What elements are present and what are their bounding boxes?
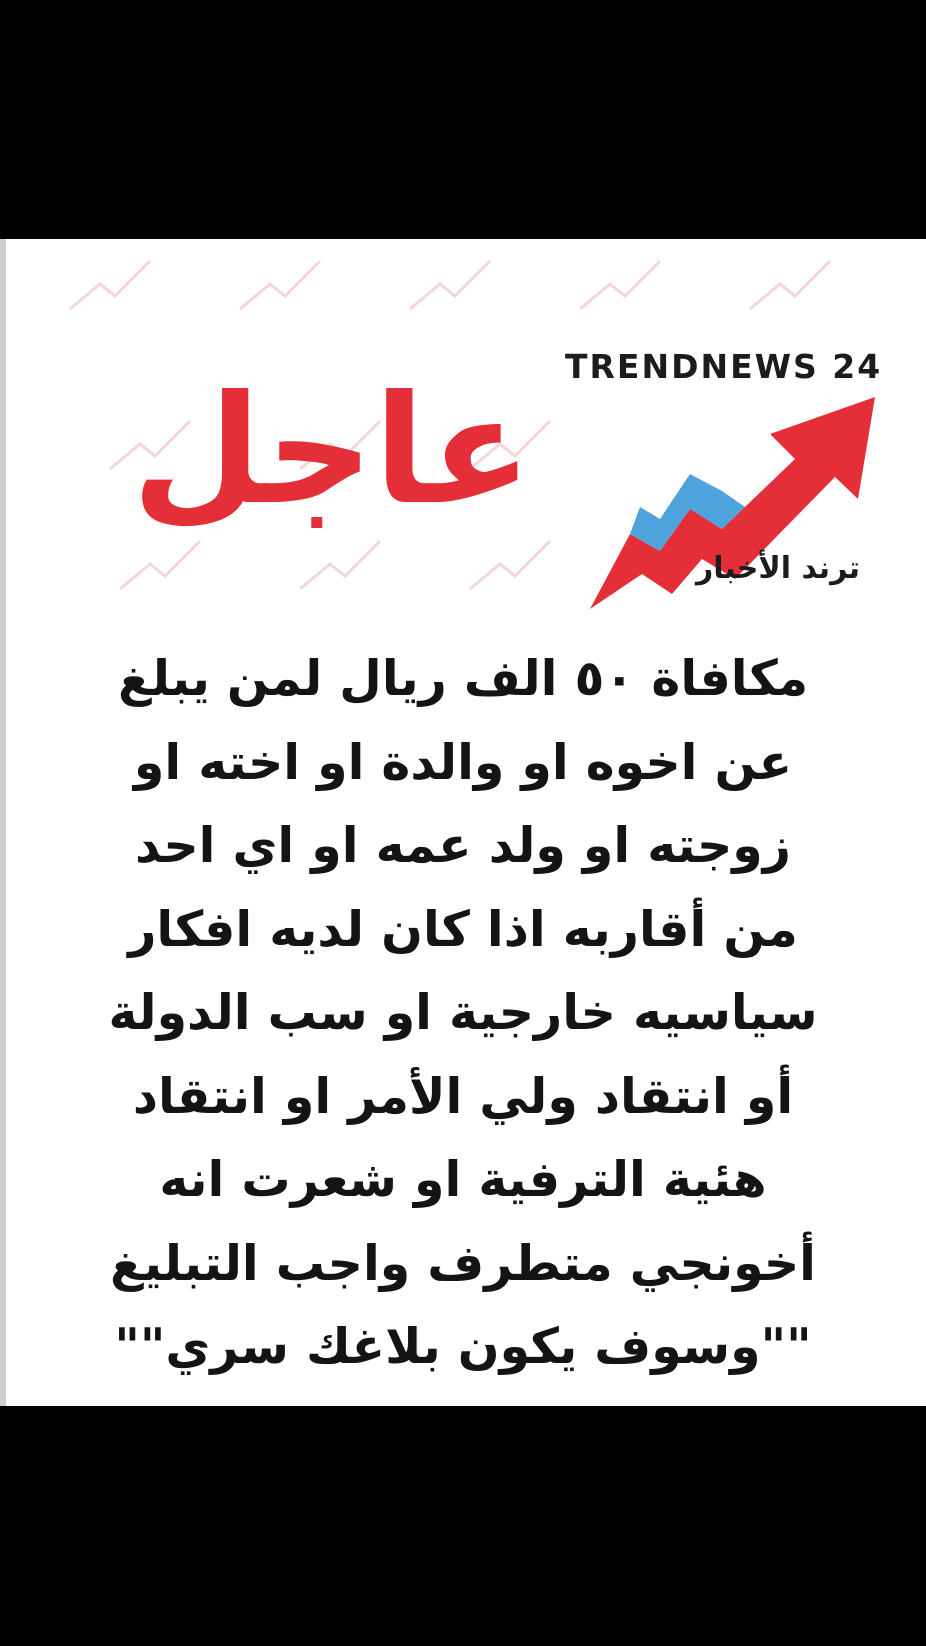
text-line: عن اخوه او والدة او اخته او [133,733,793,791]
breaking-headline: عاجل [131,364,533,538]
announcement-text [40,637,886,1389]
text-line: من أقاربه اذا كان لديه افكار [128,900,798,958]
text-line: هئية الترفية او شعرت انه [159,1151,767,1208]
text-line: أو انتقاد ولي الأمر او انتقاد [132,1067,794,1125]
top-black-bar [0,0,926,239]
brand-name-en: TRENDNEWS 24 [565,347,883,386]
text-line: مكافاة ٥٠ الف ريال لمن يبلغ [117,650,809,707]
text-line: سياسيه خارجية او سب الدولة [108,984,818,1041]
text-line: زوجته او ولد عمه او اي احد [135,817,791,874]
brand-name-ar: ترند الأخبار [696,551,860,586]
text-line: أخونجي متطرف واجب التبليغ [110,1234,816,1292]
text-line: ""وسوف يكون بلاغك سري"" [114,1318,812,1375]
bottom-black-bar [0,1406,926,1646]
news-image-card [0,239,926,1406]
